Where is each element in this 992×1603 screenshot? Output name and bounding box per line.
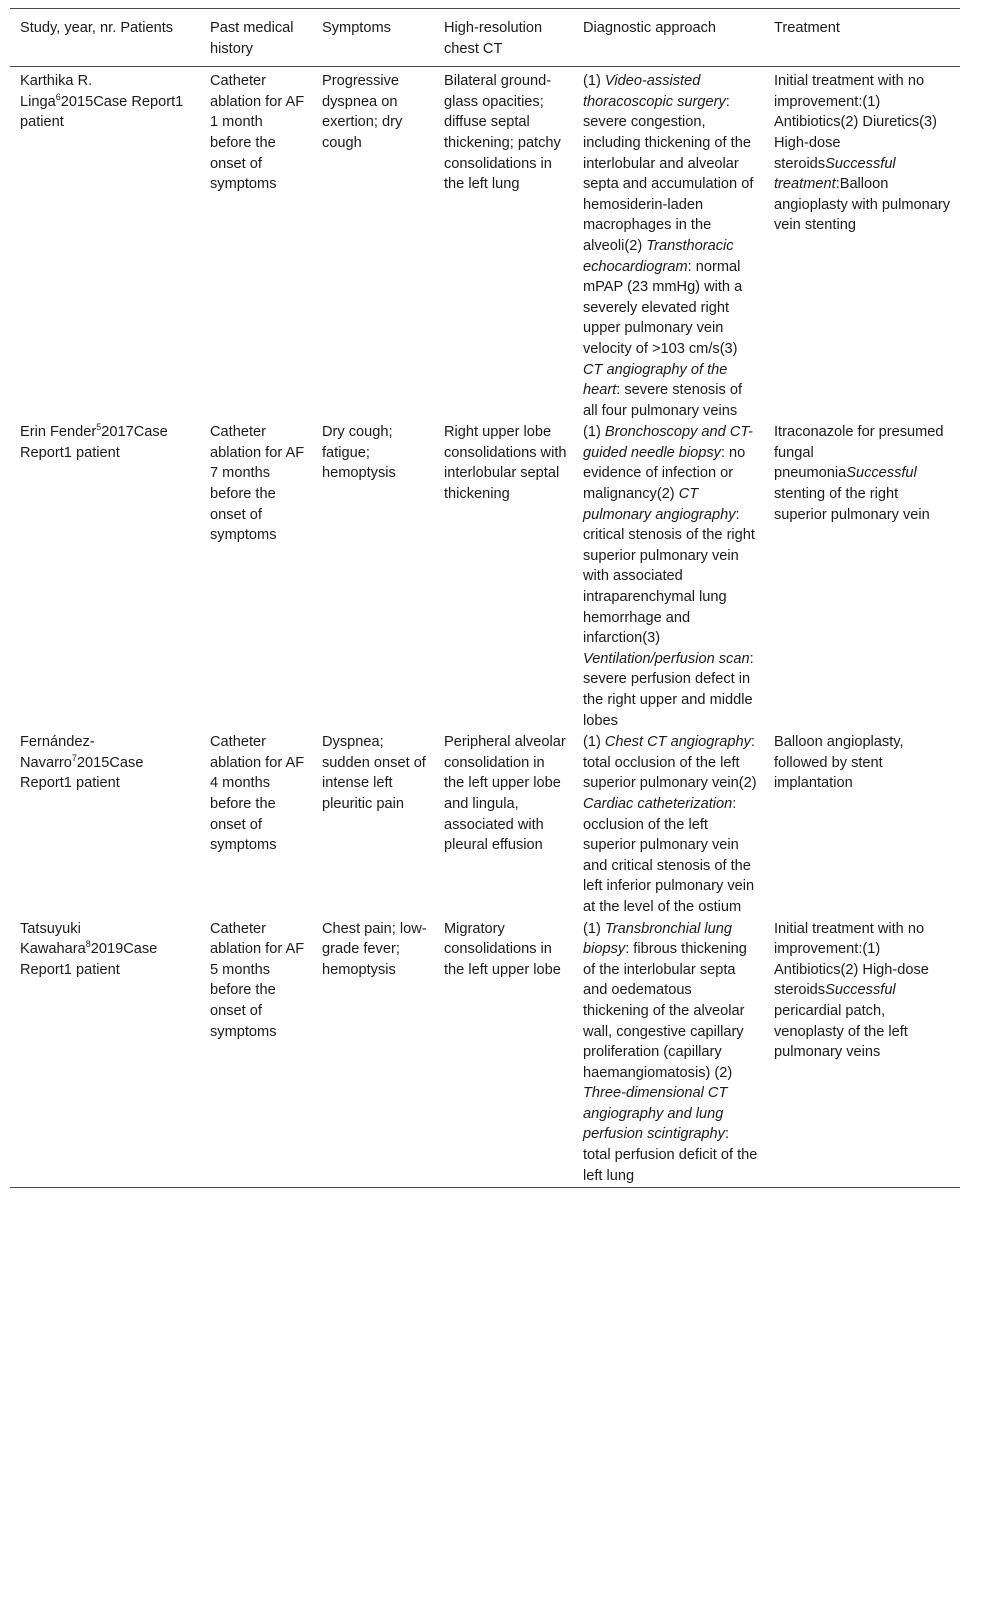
symptoms-cell: Dry cough; fatigue; hemoptysis (322, 424, 396, 482)
diagnostic-method: Ventilation/perfusion scan (583, 650, 750, 667)
diagnostic-method: Three-dimensional CT angiography and lung perfusion scintigraphy (583, 1085, 728, 1143)
study-year-patients: 2015Case Report1 patient (20, 754, 144, 792)
history-cell: Catheter ablation for AF 1 month before the onset of symptoms (210, 73, 305, 193)
history-cell: Catheter ablation for AF 4 months before the onset of symptoms (210, 734, 305, 854)
table-body (10, 67, 960, 1188)
treatment-text: stenting of the right superior pulmonary vein (774, 486, 930, 523)
table-header (10, 9, 960, 67)
header-treatment: Treatment (774, 20, 840, 36)
diagnostic-step-number: (1) (583, 73, 605, 90)
symptoms-cell: Chest pain; low-grade fever; hemoptysis (322, 920, 427, 978)
treatment-text: Itraconazole for presumed fungal pneumonia (774, 424, 944, 482)
header-diagnostic: Diagnostic approach (583, 20, 717, 36)
diagnostic-step-number: (3) (642, 630, 661, 647)
diagnostic-step-number: (1) (583, 920, 605, 937)
diagnostic-method: CT pulmonary angiography (583, 486, 736, 523)
study-year-patients: 2019Case Report1 patient (20, 941, 158, 978)
study-author: Fernández-Navarro (20, 734, 95, 771)
diagnostic-step-number: (1) (583, 734, 605, 751)
ct-cell: Right upper lobe consolidations with interlobular septal thickening (444, 424, 567, 503)
diagnostic-finding: : occlusion of the left superior pulmonary vein and critical stenosis of the left inferior pulmonary vein at the level of the ostium (583, 795, 755, 915)
diagnostic-step-number: (2) (738, 775, 757, 792)
header-ct: High-resolution chest CT (444, 20, 543, 57)
table-row (10, 67, 960, 423)
diagnostic-method: Cardiac catheterization (583, 795, 733, 812)
diagnostic-cell (573, 67, 764, 423)
ct-cell: Peripheral alveolar consolidation in the left upper lobe and lingula, associated with pleural effusion (444, 734, 566, 854)
diagnostic-step-number: (2) (714, 1064, 733, 1081)
study-reference: 8 (85, 939, 91, 950)
study-year-patients: 2015Case Report1 patient (20, 93, 184, 131)
diagnostic-step-number: (1) (583, 424, 605, 441)
symptoms-cell: Dyspnea; sudden onset of intense left pleuritic pain (322, 734, 426, 812)
history-cell: Catheter ablation for AF 7 months before the onset of symptoms (210, 424, 305, 544)
table-row (10, 732, 960, 918)
header-study: Study, year, nr. Patients (20, 20, 174, 36)
diagnostic-finding: : severe stenosis of all four pulmonary veins (583, 382, 742, 419)
diagnostic-finding: : no evidence of infection or malignancy (583, 444, 746, 503)
diagnostic-finding: : fibrous thickening of the interlobular septa and oedematous thickening of the alveolar wall, congestive capillary proliferation (capillary haemangiomatosis) (583, 941, 747, 1081)
diagnostic-step-number: (2) (624, 237, 647, 254)
history-cell: Catheter ablation for AF 5 months before the onset of symptoms (210, 920, 305, 1040)
diagnostic-finding: : severe congestion, including thickening of the interlobular and alveolar septa and accumulation of hemosiderin-laden macrophages in the alveoli (583, 93, 754, 254)
treatment-text: Initial treatment with no improvement:(1) Antibiotics(2) High-dose steroids (774, 920, 929, 999)
study-year-patients: 2017Case Report1 patient (20, 424, 168, 461)
study-cell (10, 732, 200, 918)
study-reference: 6 (55, 91, 61, 102)
header-history: Past medical history (210, 20, 294, 57)
table-row (10, 919, 960, 1188)
diagnostic-method: Video-assisted thoracoscopic surgery (583, 73, 726, 110)
diagnostic-method: Chest CT angiography (604, 734, 751, 751)
treatment-text: Initial treatment with no improvement:(1) Antibiotics(2) Diuretics(3) High-dose steroids (774, 73, 938, 172)
treatment-outcome: Successful treatment (774, 155, 896, 193)
treatment-cell (764, 919, 960, 1188)
diagnostic-finding: : normal mPAP (23 mmHg) with a severely elevated right upper pulmonary vein velocity of >103 cm/s (583, 258, 743, 357)
treatment-outcome: Successful (846, 465, 917, 482)
case-reports-table (10, 8, 960, 1188)
study-cell (10, 422, 200, 732)
study-author: Tatsuyuki Kawahara (20, 920, 86, 958)
diagnostic-step-number: (2) (656, 486, 679, 503)
treatment-outcome: Successful (825, 982, 896, 999)
treatment-cell (764, 422, 960, 732)
diagnostic-finding: : severe perfusion defect in the right upper and middle lobes (583, 650, 754, 729)
diagnostic-method: CT angiography of the heart (583, 361, 728, 399)
diagnostic-finding: : critical stenosis of the right superior pulmonary vein with associated intraparenchymal lung hemorrhage and infarction (583, 506, 755, 647)
study-reference: 5 (96, 422, 102, 433)
study-cell (10, 67, 200, 423)
diagnostic-method: Transthoracic echocardiogram (583, 237, 734, 275)
ct-cell: Migratory consolidations in the left upper lobe (444, 920, 561, 978)
diagnostic-step-number: (3) (719, 340, 738, 357)
treatment-cell (764, 67, 960, 423)
header-row (10, 9, 960, 67)
study-author: Karthika R. Linga (20, 73, 93, 110)
treatment-text: pericardial patch, venoplasty of the left pulmonary veins (774, 1002, 908, 1061)
diagnostic-method: Transbronchial lung biopsy (583, 920, 732, 958)
diagnostic-cell (573, 919, 764, 1188)
ct-cell: Bilateral ground-glass opacities; diffuse septal thickening; patchy consolidations in the left lung (444, 73, 561, 193)
treatment-text: Balloon angioplasty, followed by stent implantation (774, 734, 904, 792)
table-row (10, 422, 960, 732)
diagnostic-finding: : total perfusion deficit of the left lung (583, 1126, 758, 1184)
diagnostic-method: Bronchoscopy and CT-guided needle biopsy (583, 424, 753, 461)
treatment-text: :Balloon angioplasty with pulmonary vein stenting (774, 176, 951, 234)
study-reference: 7 (71, 752, 77, 763)
diagnostic-cell (573, 732, 764, 918)
case-reports-table-container (10, 8, 960, 1188)
diagnostic-cell (573, 422, 764, 732)
diagnostic-finding: : total occlusion of the left superior pulmonary vein (583, 734, 755, 792)
study-cell (10, 919, 200, 1188)
treatment-cell (764, 732, 960, 918)
symptoms-cell: Progressive dyspnea on exertion; dry cough (322, 73, 403, 151)
header-symptoms: Symptoms (322, 20, 391, 36)
study-author: Erin Fender (20, 424, 97, 441)
